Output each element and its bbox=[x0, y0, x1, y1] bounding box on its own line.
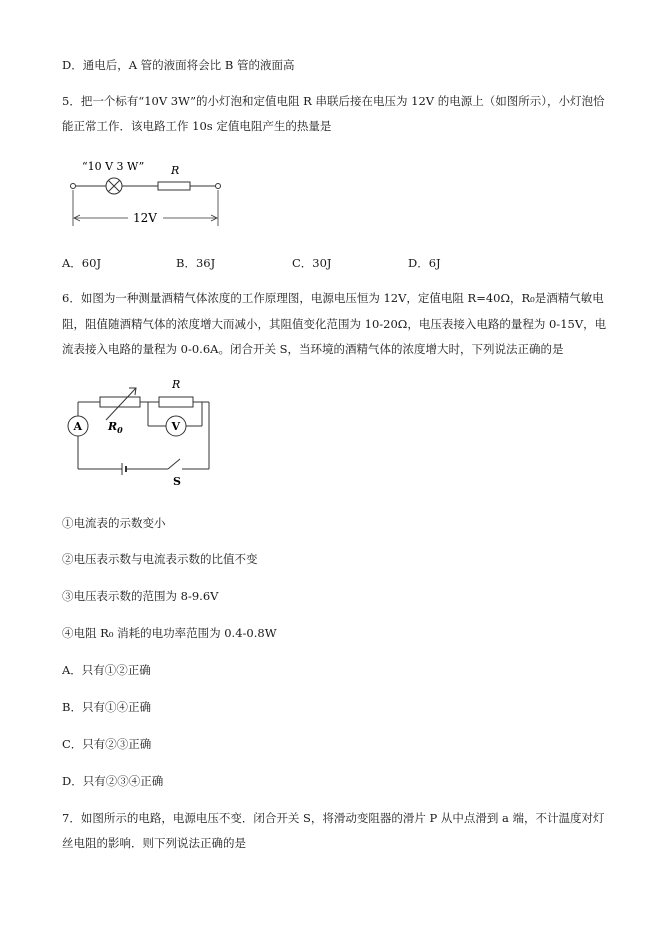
q5-option-b: B．36J bbox=[176, 256, 216, 270]
q6-sensor-label: $R_0$ bbox=[108, 420, 123, 435]
q5-options bbox=[62, 255, 622, 271]
q4-option-d: D．通电后，A 管的液面将会比 B 管的液面高 bbox=[62, 58, 295, 72]
q6-resistor-label: R bbox=[172, 378, 181, 391]
q5-voltage-label: 12V bbox=[133, 211, 157, 225]
q6-circuit-figure bbox=[62, 372, 222, 490]
q5-bulb-label: “10 V 3 W” bbox=[82, 160, 145, 173]
q5-stem-line-2: 能正常工作．该电路工作 10s 定值电阻产生的热量是 bbox=[62, 119, 332, 133]
q5-resistor bbox=[158, 182, 190, 190]
q6-switch bbox=[168, 459, 180, 469]
q6-option-c: C．只有②③正确 bbox=[62, 737, 152, 751]
q5-left-terminal bbox=[71, 184, 76, 189]
q6-stem-line-2: 阻，阻值随酒精气体的浓度增大而减小，其阻值变化范围为 10-20Ω，电压表接入电路的量程为 0-15V，电 bbox=[62, 317, 607, 331]
q5-bulb-icon bbox=[106, 178, 122, 194]
q6-option-b: B．只有①④正确 bbox=[62, 700, 151, 714]
q6-statement-1: ①电流表的示数变小 bbox=[62, 516, 166, 530]
q6-switch-label: S bbox=[173, 475, 181, 488]
q5-option-a: A．60J bbox=[62, 256, 102, 270]
q6-stem-line-3: 流表接入电路的量程为 0-0.6A。闭合开关 S，当环境的酒精气体的浓度增大时，下列说法正确的是 bbox=[62, 342, 564, 356]
q6-option-d: D．只有②③④正确 bbox=[62, 774, 164, 788]
q6-statement-2: ②电压表示数与电流表示数的比值不变 bbox=[62, 552, 258, 566]
q5-option-d: D．6J bbox=[408, 256, 441, 270]
q6-voltmeter bbox=[166, 416, 186, 436]
q5-right-terminal bbox=[216, 184, 221, 189]
q7-stem-line-2: 丝电阻的影响．则下列说法正确的是 bbox=[62, 836, 246, 850]
svg-text:V: V bbox=[171, 420, 181, 433]
q5-stem-line-1: 5．把一个标有“10V 3W”的小灯泡和定值电阻 R 串联后接在电压为 12V 的电源上（如图所示），小灯泡恰 bbox=[62, 94, 605, 108]
q6-resistor bbox=[159, 397, 193, 407]
q6-statement-3: ③电压表示数的范围为 8-9.6V bbox=[62, 589, 219, 603]
svg-text:A: A bbox=[73, 420, 83, 433]
q5-option-c: C．30J bbox=[292, 256, 332, 270]
q6-statement-4: ④电阻 R₀ 消耗的电功率范围为 0.4-0.8W bbox=[62, 626, 277, 640]
q6-battery bbox=[122, 463, 126, 475]
q6-option-a: A．只有①②正确 bbox=[62, 663, 151, 677]
q6-stem-line-1: 6．如图为一种测量酒精气体浓度的工作原理图，电源电压恒为 12V，定值电阻 R=40Ω，R₀是酒精气敏电 bbox=[62, 291, 604, 305]
q6-ammeter bbox=[68, 416, 88, 436]
q5-circuit-figure bbox=[60, 150, 235, 232]
q7-stem-line-1: 7．如图所示的电路，电源电压不变．闭合开关 S，将滑动变阻器的滑片 P 从中点滑到 a 端，不计温度对灯 bbox=[62, 811, 605, 825]
q5-resistor-label: R bbox=[171, 164, 180, 177]
